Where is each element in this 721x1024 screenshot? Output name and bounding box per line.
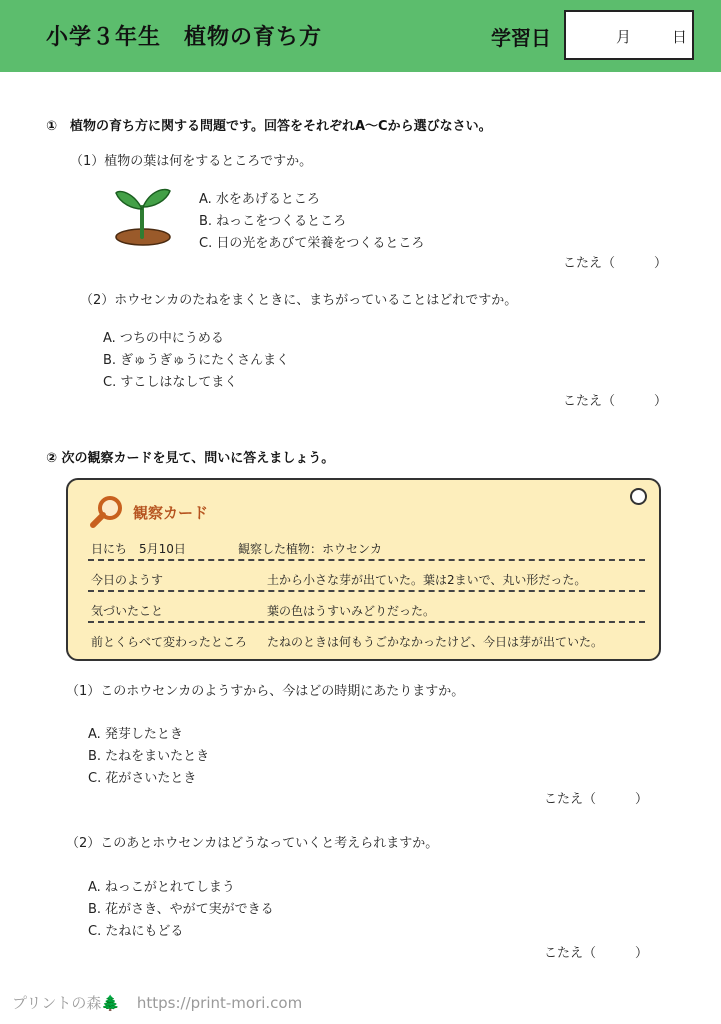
s2-q1-option-b: B. たねをまいたとき — [88, 749, 210, 764]
s1-q1-option-a: A. 水をあげるところ — [199, 192, 320, 207]
footer — [12, 992, 302, 1013]
card-title: 観察カード — [133, 504, 209, 522]
card-row1-label: 今日のようす — [91, 573, 164, 587]
card-hole — [630, 488, 647, 505]
page-title: 小学３年生 植物の育ち方 — [46, 25, 323, 50]
s1-q2-option-c: C. すこしはなしてまく — [103, 375, 238, 390]
s1-q2-text: （2）ホウセンカのたねをまくときに、まちがっていることはどれですか。 — [80, 293, 518, 308]
s2-q2-answer: こたえ（ ） — [544, 946, 649, 961]
s2-q2-text: （2）このあとホウセンカはどうなっていくと考えられますか。 — [66, 836, 439, 851]
s1-q2-option-b: B. ぎゅうぎゅうにたくさんまく — [103, 353, 290, 368]
date-label: 学習日 — [491, 26, 551, 50]
s2-q1-answer: こたえ（ ） — [544, 792, 649, 807]
s1-q1-option-b: B. ねっこをつくるところ — [199, 214, 347, 229]
section1-heading: ① 植物の育ち方に関する問題です。回答をそれぞれA〜Cから選びなさい。 — [46, 119, 492, 134]
section2-heading: ② 次の観察カードを見て、問いに答えましょう。 — [46, 451, 335, 466]
date-box — [564, 10, 694, 60]
s2-q1-text: （1）このホウセンカのようすから、今はどの時期にあたりますか。 — [66, 684, 465, 699]
card-row2-value: 葉の色はうすいみどりだった。 — [267, 604, 436, 618]
s2-q2-option-b: B. 花がさき、やがて実ができる — [88, 902, 274, 917]
s2-q1-option-c: C. 花がさいたとき — [88, 771, 197, 786]
s2-q1-option-a: A. 発芽したとき — [88, 727, 183, 742]
footer-brand: プリントの森🌲 — [12, 994, 121, 1012]
card-divider — [88, 621, 645, 623]
s1-q1-option-c: C. 日の光をあびて栄養をつくるところ — [199, 236, 425, 251]
card-plant: 観察した植物：ホウセンカ — [238, 542, 383, 556]
card-date: 日にち 5月10日 — [91, 542, 186, 556]
card-row3-value: たねのときは何もうごかなかったけど、今日は芽が出ていた。 — [267, 635, 604, 649]
card-row2-label: 気づいたこと — [91, 604, 164, 618]
magnifier-icon — [89, 494, 125, 530]
s1-q2-option-a: A. つちの中にうめる — [103, 331, 224, 346]
month-label: 月 — [616, 28, 632, 46]
card-divider — [88, 590, 645, 592]
sprout-icon — [112, 183, 174, 247]
footer-url[interactable]: https://print-mori.com — [136, 994, 303, 1012]
s1-q2-answer: こたえ（ ） — [563, 394, 668, 409]
day-label: 日 — [672, 28, 688, 46]
s2-q2-option-c: C. たねにもどる — [88, 924, 184, 939]
card-row3-label: 前とくらべて変わったところ — [91, 635, 247, 649]
s2-q2-option-a: A. ねっこがとれてしまう — [88, 880, 235, 895]
card-divider — [88, 559, 645, 561]
s1-q1-answer: こたえ（ ） — [563, 256, 668, 271]
card-row1-value: 土から小さな芽が出ていた。葉は2まいで、丸い形だった。 — [267, 573, 587, 587]
s1-q1-text: （1）植物の葉は何をするところですか。 — [70, 154, 313, 169]
